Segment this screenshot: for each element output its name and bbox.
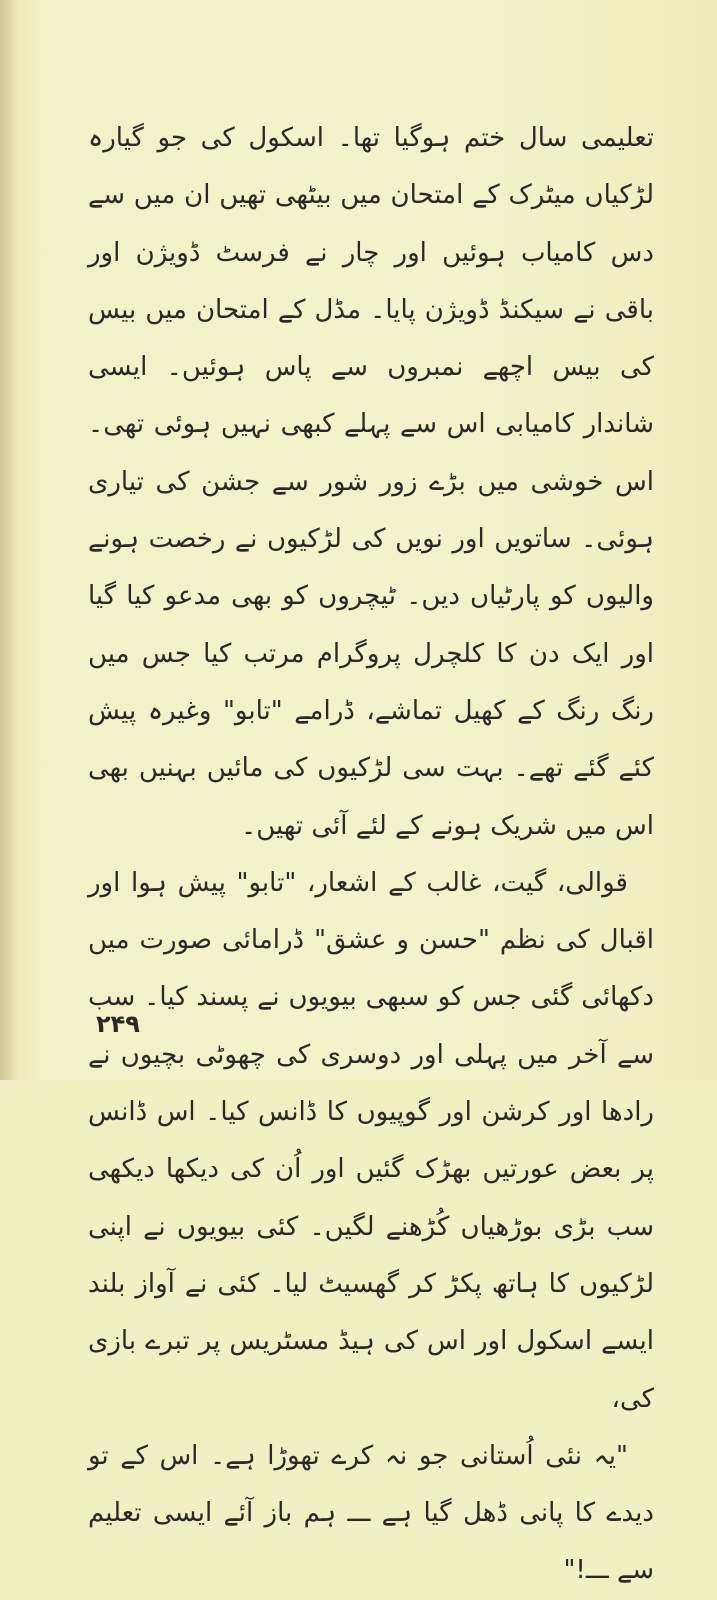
page-gutter-shadow — [0, 0, 18, 1080]
page-body — [88, 110, 654, 1600]
paragraph-3-quote: "یہ نئی اُستانی جو نہ کرے تھوڑا ہے۔ اس کے تو دیدے کا پانی ڈھل گیا ہے ـــ ہم باز آئے ایسی تعلیم سے ـــ!" — [88, 1440, 654, 1586]
page-number: ۲۴۹ — [96, 1010, 140, 1038]
paragraph-2: قوالی، گیت، غالب کے اشعار، "تابو" پیش ہوا اور اقبال کی نظم "حسن و عشق" ڈرامائی صورت میں دکھائی گئی جس کو سبھی بیویوں نے پسند کیا۔ سب سے آخر میں پہلی اور دوسری کی چھوٹی بچیوں نے رادھا اور کرشن اور گوپیوں کا ڈانس کیا۔ اس ڈانس پر بعض عورتیں بھڑک گئیں اور اُن کی دیکھا دیکھی سب بڑی بوڑھیاں کُڑھنے لگیں۔ کئی بیویوں نے اپنی لڑکیوں کا ہاتھ پکڑ کر گھسیٹ لیا۔ کئی نے آواز بلند ایسے اسکول اور اس کی ہیڈ مسٹریس پر تبرے بازی کی، — [88, 867, 654, 1414]
paragraph-1: تعلیمی سال ختم ہوگیا تھا۔ اسکول کی جو گیارہ لڑکیاں میٹرک کے امتحان میں بیٹھی تھیں ان میں سے دس کامیاب ہوئیں اور چار نے فرسٹ ڈویژن اور باقی نے سیکنڈ ڈویژن پایا۔ مڈل کے امتحان میں بیس کی بیس اچھے نمبروں سے پاس ہوئیں۔ ایسی شاندار کامیابی اس سے پہلے کبھی نہیں ہوئی تھی۔ اس خوشی میں بڑے زور شور سے جشن کی تیاری ہوئی۔ ساتویں اور نویں کی لڑکیوں نے رخصت ہونے والیوں کو پارٹیاں دیں۔ ٹیچروں کو بھی مدعو کیا گیا اور ایک دن کا کلچرل پروگرام مرتب کیا جس میں رنگ رنگ کے کھیل تماشے، ڈرامے "تابو" وغیرہ پیش کئے گئے تھے۔ بہت سی لڑکیوں کی مائیں بہنیں بھی اس میں شریک ہونے کے لئے آئی تھیں۔ — [88, 123, 654, 841]
